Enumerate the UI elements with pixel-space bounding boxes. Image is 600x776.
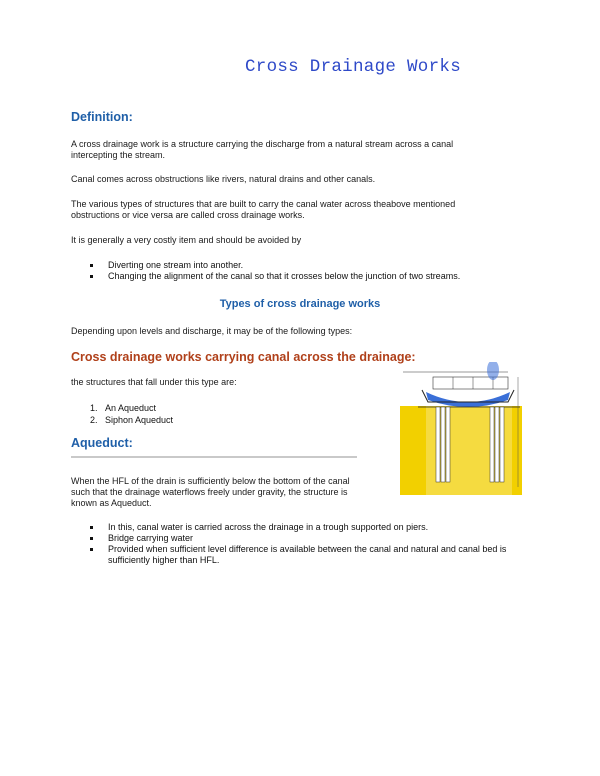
types-heading: Types of cross drainage works — [219, 298, 381, 310]
list-item: Changing the alignment of the canal so that it crosses below the junction of two streams. — [71, 271, 511, 282]
list-item: Bridge carrying water — [71, 533, 511, 544]
definition-paragraph-3: The various types of structures that are built to carry the canal water across theabove mentioned obstructions or vice versa are called cross drainage works. — [71, 199, 456, 220]
types-intro: Depending upon levels and discharge, it may be of the following types: — [71, 326, 353, 336]
trough-water — [426, 392, 510, 407]
list-item: 2. Siphon Aqueduct — [90, 415, 174, 425]
list-item: 1. An Aqueduct — [90, 403, 157, 413]
definition-paragraph-4: It is generally a very costly item and should be avoided by — [71, 235, 302, 245]
canal-across-intro: the structures that fall under this type are: — [71, 377, 237, 387]
bullet-icon — [90, 264, 93, 267]
aqueduct-heading: Aqueduct: — [71, 436, 133, 450]
aqueduct-paragraph: When the HFL of the drain is sufficiently below the bottom of the canal such that the drainage waterflows freely under gravity, the structure is known as Aqueduct. — [71, 476, 350, 508]
aqueduct-diagram — [358, 362, 529, 495]
page-title: Cross Drainage Works — [244, 57, 462, 77]
section-divider — [71, 456, 357, 458]
bullet-icon — [90, 526, 93, 529]
definition-paragraph-2: Canal comes across obstructions like rivers, natural drains and other canals. — [71, 174, 376, 184]
definition-heading: Definition: — [71, 110, 133, 124]
list-item: Diverting one stream into another. — [71, 260, 511, 271]
definition-paragraph-1: A cross drainage work is a structure carrying the discharge from a natural stream across a canal intercepting the stream. — [71, 139, 454, 160]
aqueduct-bullet-list — [71, 522, 511, 566]
bullet-icon — [90, 537, 93, 540]
list-item: Provided when sufficient level difference is available between the canal and natural and canal bed is sufficiently higher than HFL. — [71, 544, 511, 566]
pier-left — [436, 407, 450, 482]
pier-right — [490, 407, 504, 482]
top-box — [433, 377, 508, 389]
bullet-icon — [90, 548, 93, 551]
bullet-icon — [90, 275, 93, 278]
avoidance-list — [71, 260, 511, 282]
list-item: In this, canal water is carried across the drainage in a trough supported on piers. — [71, 522, 511, 533]
canal-across-heading: Cross drainage works carrying canal across the drainage: — [71, 350, 416, 364]
structure-type-list — [71, 402, 173, 426]
